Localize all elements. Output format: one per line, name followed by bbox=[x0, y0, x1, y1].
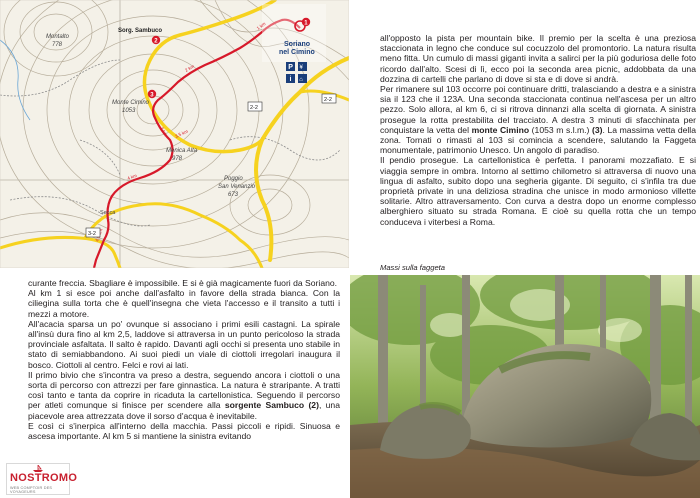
distance-label: 3,5 km bbox=[174, 128, 189, 139]
label-monte-cimino-alt: 1053 bbox=[122, 108, 136, 114]
svg-text:2-2: 2-2 bbox=[250, 105, 258, 111]
right-column-text bbox=[380, 33, 696, 227]
label-san-venanzio-alt: 673 bbox=[228, 192, 239, 198]
label-sorg-sambuco: Sorg. Sambuco bbox=[118, 28, 163, 34]
svg-text:i: i bbox=[289, 76, 292, 83]
label-san-venanzio: San Venanzio bbox=[218, 184, 256, 190]
svg-text:P: P bbox=[288, 64, 293, 71]
label-menica-alta: Menica Alta bbox=[166, 148, 198, 154]
paragraph: Il pendio prosegue. La cartellonistica è perfetta. I panorami mozzafiato. E si viaggia sempre in ombra. Intorno al settimo chilometro si attraversa di nuovo una lingua di asfalto, subito dopo una segheria gigante. Di seguito, ci s'infila tra due proprietà private in una deliziosa stradina che unisce in modo armonioso villette solitarie. Altro attraversamento. Con curva a destra dopo un enorme complesso alberghiero situato su strada Romana. E cioè su quella rotta che un tempo conduceva i viterbesi a Roma. bbox=[380, 155, 696, 227]
label-soriano: Soriano bbox=[284, 41, 311, 48]
paragraph: all'opposto la pista per mountain bike. Il premio per la scelta è una preziosa staccionata in legno che conduce sul cocuzzolo del promontorio. La natura risulta meno fitta. Un cumulo di massi giganti invita a salirci per la più goduriosa delle foto ricordo dall'alto. Scesi di lì, ecco poi la seconda area picnic, addobbata da una dozzina di cartelli che parlano di dove si sta e di dove si andrà. bbox=[380, 33, 696, 84]
paragraph: All'acacia sparsa un po' ovunque si associano i primi esili castagni. La spirale all'insù dura fino al km 2,5, laddove si attraversa in un punto pericoloso la strada provinciale asfaltata. Il salto è rapido. Davanti agli occhi si presenta uno stabile in stato di semiabbandono. Ai suoi piedi un viale di ciottoli irregolari inaugura il bosco. Ciottoli al centro. Felci e rovi ai lati. bbox=[28, 318, 340, 370]
road-badge bbox=[322, 94, 336, 103]
trail-map bbox=[0, 0, 349, 268]
road-badge bbox=[248, 102, 262, 111]
paragraph: Il primo bivio che s'incontra va preso a destra, seguendo ancora i ciottoli o una sorta di percorso con attrezzi per fare ginnastica. La natura è straripante. A tratti così tanto e tanta da coprire in ricaduta la cartellonistica. Seguendo il percorso per atleti comunque si finisce per scendere alla sorgente Sambuco (2), una piacevole area attrezzata dove il sorso d'acqua è inevitabile. bbox=[28, 369, 340, 421]
ship-icon bbox=[33, 465, 43, 472]
label-montalto-alt: 778 bbox=[52, 42, 63, 48]
nostromo-logo bbox=[6, 463, 78, 495]
road-badge bbox=[86, 228, 100, 237]
distance-label: 4,5 bbox=[94, 234, 102, 243]
distance-label: 3 km bbox=[159, 126, 169, 137]
svg-text:1: 1 bbox=[304, 20, 308, 27]
label-poggio: Poggio bbox=[224, 176, 243, 182]
paragraph: E così ci s'inerpica all'interno della macchia. Passi piccoli e ripidi. Sinuosa e ascesa importante. Al km 5 si mantiene la sinistra evitando bbox=[28, 420, 340, 442]
svg-text:2-2: 2-2 bbox=[324, 97, 332, 103]
svg-text:3: 3 bbox=[150, 92, 154, 99]
svg-text:3-2: 3-2 bbox=[88, 231, 96, 237]
bold-monte-cimino: monte Cimino bbox=[471, 124, 530, 135]
distance-label: 2 km bbox=[184, 63, 195, 73]
paragraph: Al km 1 si esce poi anche dall'asfalto in favore della strada bianca. Con la ciliegina sulla torta che è quell'insegna che vieta l'accesso e il transito a tutti i mezzi a motore. bbox=[28, 288, 340, 319]
bold-ref-3: (3) bbox=[592, 124, 603, 135]
left-column-text bbox=[28, 278, 340, 441]
map-graphic bbox=[0, 0, 349, 268]
bold-sorgente-sambuco: sorgente Sambuco (2) bbox=[224, 400, 319, 411]
forest-photo bbox=[350, 275, 700, 498]
label-menica-alta-alt: 978 bbox=[172, 156, 183, 162]
label-montalto: Montalto bbox=[46, 34, 70, 40]
logo-brand: NOSTROMO bbox=[10, 472, 78, 484]
distance-label: 4 km bbox=[126, 172, 138, 181]
svg-text:⌂: ⌂ bbox=[299, 77, 303, 83]
label-monte-cimino: Monte Cimino bbox=[112, 100, 150, 106]
paragraph: curante freccia. Sbagliare è impossibile. E si è già magicamente fuori da Soriano. bbox=[28, 278, 338, 288]
photo-caption: Massi sulla faggeta bbox=[380, 263, 446, 272]
photo-graphic bbox=[350, 275, 700, 498]
distance-label: 1 km bbox=[255, 21, 267, 31]
label-secca: Secca bbox=[100, 210, 116, 216]
svg-text:¥: ¥ bbox=[299, 65, 303, 71]
label-nel-cimino: nel Cimino bbox=[279, 49, 315, 56]
svg-text:2: 2 bbox=[154, 38, 158, 45]
paragraph: Per rimanere sul 103 occorre poi continuare dritti, tralasciando a destra e a sinistra sia il 123 che il 123A. Una seconda staccionata continua nell'ascesa per un altro pezzo. Solo allora, al km 6, ci si ritrova dinnanzi alla scelta di giornata. A sinistra prosegue la rotta prestabilita del tracciato. A destra 3 minuti di sfacchinata per conquistare la vetta del monte Cimino (1053 m s.l.m.) (3). La massima vetta della zona. Tornati o rimasti al 103 si comincia a scendere, salutando la Faggeta monumentale, patrimonio Unesco. Un angolo di paradiso. bbox=[380, 84, 696, 156]
logo-tagline: WEB COMPTOIR DES VOYAGEURS bbox=[10, 486, 53, 494]
